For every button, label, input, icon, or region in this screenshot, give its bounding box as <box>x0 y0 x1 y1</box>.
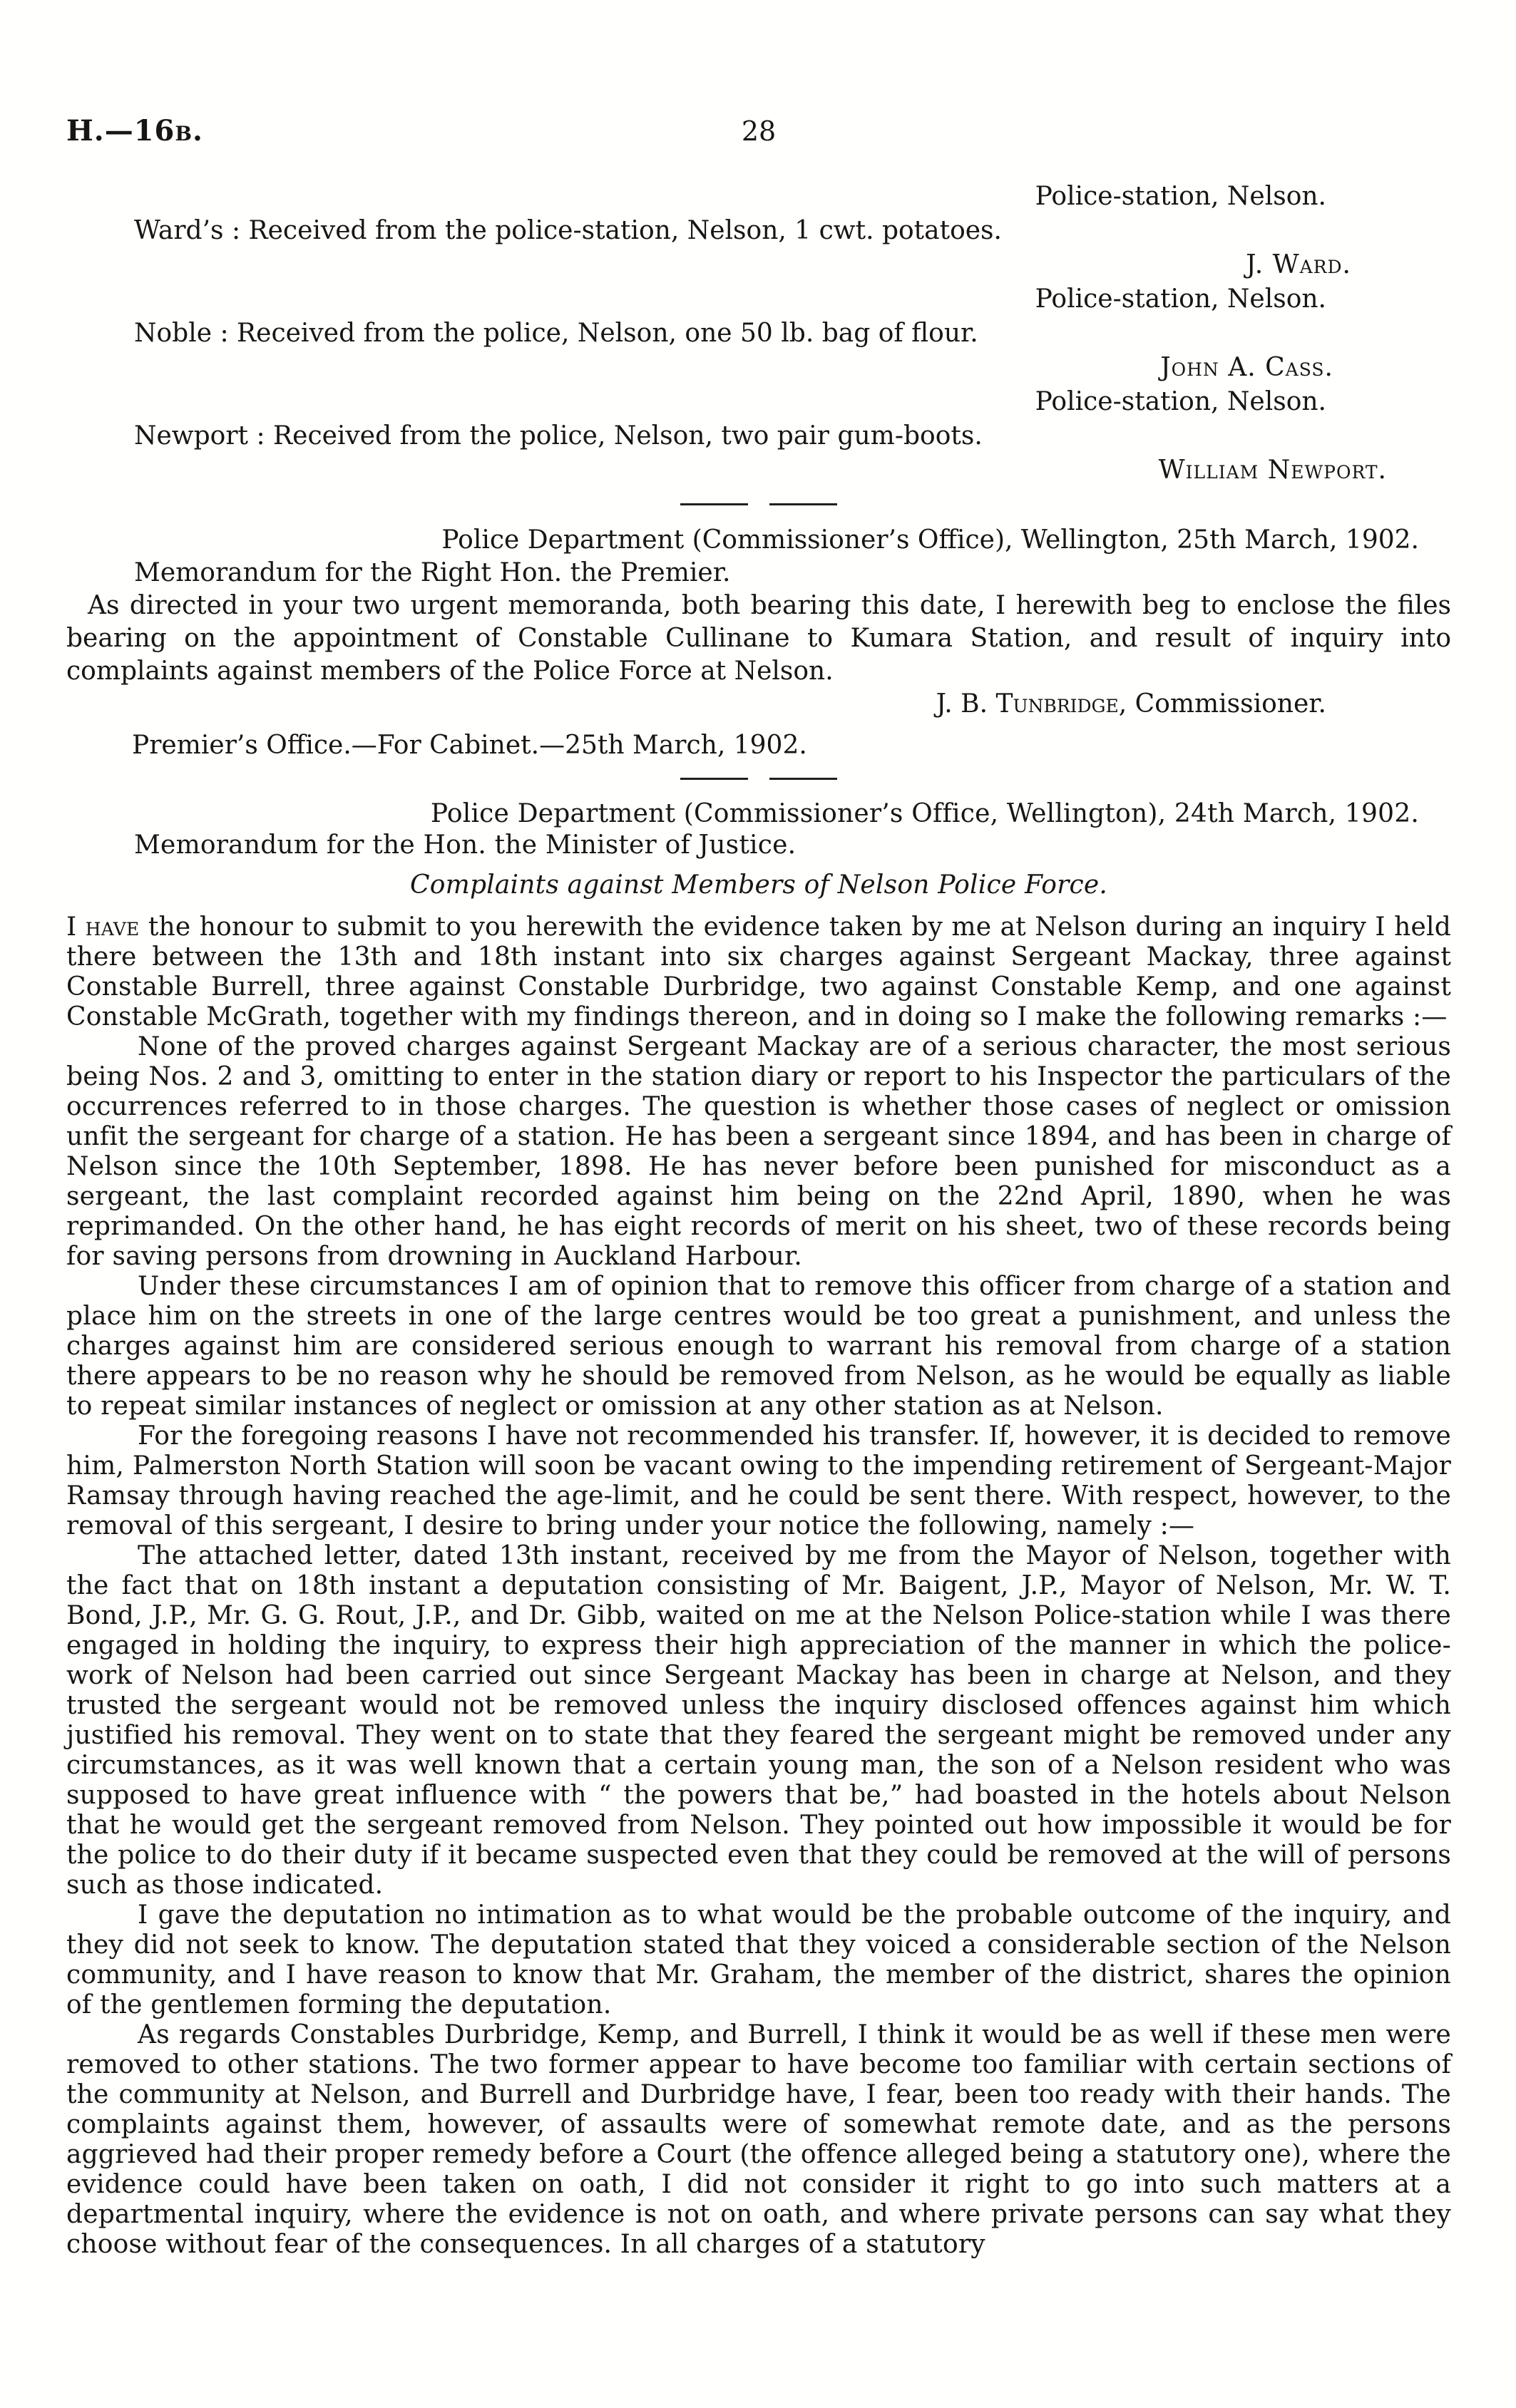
section-divider <box>66 778 1451 780</box>
opening-smallcaps: have <box>85 912 140 942</box>
receipt-entry <box>66 385 1451 488</box>
receipt-station: Police-station, Nelson. <box>1035 284 1326 314</box>
receipt-list <box>66 180 1451 488</box>
memo-dateline: Police Department (Commissioner’s Office), Wellington, 25th March, 1902. <box>441 525 1419 555</box>
receipt-entry <box>66 282 1451 385</box>
memo-paragraph: Under these circumstances I am of opinion that to remove this officer from charge of a station and place him on the streets in one of the large centres would be too great a punishment, and unless the charges against him are considered serious enough to warrant his removal from charge of a station there appears to be no reason why he should be removed from Nelson, as he would be equally as liable to repeat similar instances of neglect or omission at any other station as at Nelson. <box>66 1272 1451 1421</box>
memo-paragraph: I gave the deputation no intimation as to what would be the probable outcome of the inquiry, and they did not seek to know. The deputation stated that they voiced a considerable section of the Nelson community, and I have reason to know that Mr. Graham, the member of the district, shares the opinion of the gentlemen forming the deputation. <box>66 1900 1451 2019</box>
receipt-station: Police-station, Nelson. <box>1035 182 1326 211</box>
receipt-station: Police-station, Nelson. <box>1035 387 1326 416</box>
memo-dateline: Police Department (Commissioner’s Office, Wellington), 24th March, 1902. <box>430 799 1419 828</box>
receipt-entry <box>66 180 1451 282</box>
memo-paragraph: For the foregoing reasons I have not recommended his transfer. If, however, it is decided to remove him, Palmerston North Station will soon be vacant owing to the impending retirement of Sergeant-Major Ramsay through having reached the age-limit, and he could be sent there. With respect, however, to the removal of this sergeant, I desire to bring under your notice the following, namely :— <box>66 1421 1451 1540</box>
opening-rest: the honour to submit to you herewith the evidence taken by me at Nelson during an inquiry I held there between the 13th and 18th instant into six charges against Sergeant Mackay, three against Constable Burrell, three against Constable Durbridge, two against Constable Kemp, and one against Constable McGrath, together with my findings thereon, and in doing so I make the following remarks :— <box>66 912 1451 1031</box>
memo-salutation: Memorandum for the Hon. the Minister of Justice. <box>134 830 797 860</box>
signature-role: , Commissioner. <box>1118 689 1326 719</box>
page-content <box>66 114 1451 2260</box>
receipt-signature: J. Ward. <box>1246 250 1351 279</box>
memo-paragraph <box>66 912 1451 1032</box>
memo-signature <box>66 688 1451 721</box>
memo-subject: Complaints against Members of Nelson Police Force. <box>409 870 1107 900</box>
doc-reference: H.—16b. <box>66 114 203 148</box>
section-divider <box>66 503 1451 505</box>
memo-paragraph: None of the proved charges against Sergeant Mackay are of a serious character, the most serious being Nos. 2 and 3, omitting to enter in the station diary or report to his Inspector the particulars of the occurrences referred to in those charges. The question is whether those cases of neglect or omission unfit the sergeant for charge of a station. He has been a sergeant since 1894, and has been in charge of Nelson since the 10th September, 1898. He has never before been punished for misconduct as a sergeant, the last complaint recorded against him being on the 22nd April, 1890, when he was reprimanded. On the other hand, he has eight records of merit on his sheet, two of these records being for saving persons from drowning in Auckland Harbour. <box>66 1032 1451 1271</box>
memo-paragraph: As regards Constables Durbridge, Kemp, and Burrell, I think it would be as well if these men were removed to other stations. The two former appear to have become too familiar with certain sections of the community at Nelson, and Burrell and Durbridge have, I fear, been too ready with their hands. The complaints against them, however, of assaults were of somewhat remote date, and as the persons aggrieved had their proper remedy before a Court (the offence alleged being a statutory one), where the evidence could have been taken on oath, I did not consider it right to go into such matters at a departmental inquiry, where the evidence is not on oath, and where private persons can say what they choose without fear of the consequences. In all charges of a statutory <box>66 2020 1451 2259</box>
memo-body: As directed in your two urgent memoranda, both bearing this date, I herewith beg to enclose the files bearing on the appointment of Constable Cullinane to Kumara Station, and result of inquiry into complaints against members of the Police Force at Nelson. <box>66 591 1451 686</box>
memo-premier <box>66 524 1451 762</box>
receipt-signature: John A. Cass. <box>1160 353 1333 382</box>
page-number: 28 <box>741 115 777 147</box>
memo-paragraph: The attached letter, dated 13th instant, received by me from the Mayor of Nelson, together with the fact that on 18th instant a deputation consisting of Mr. Baigent, J.P., Mayor of Nelson, Mr. W. T. Bond, J.P., Mr. G. G. Rout, J.P., and Dr. Gibb, waited on me at the Nelson Police-station while I was there engaged in holding the inquiry, to express their high appreciation of the manner in which the police-work of Nelson had been carried out since Sergeant Mackay has been in charge at Nelson, and they trusted the sergeant would not be removed unless the inquiry disclosed offences against him which justified his removal. They went on to state that they feared the sergeant might be removed under any circumstances, as it was well known that a certain young man, the son of a Nelson resident who was supposed to have great influence with “ the powers that be,” had boasted in the hotels about Nelson that he would get the sergeant removed from Nelson. They pointed out how impossible it would be for the police to do their duty if it became suspected even that they could be removed at the will of persons such as those indicated. <box>66 1541 1451 1900</box>
opening-word: I <box>66 912 77 942</box>
receipt-body: Noble : Received from the police, Nelson, one 50 lb. bag of flour. <box>134 319 978 348</box>
cabinet-note: Premier’s Office.—For Cabinet.—25th March, 1902. <box>132 731 807 760</box>
receipt-signature: William Newport. <box>1158 456 1387 485</box>
running-header <box>66 114 1451 148</box>
signature-name: J. B. Tunbridge <box>936 689 1119 719</box>
receipt-body: Newport : Received from the police, Nelson, two pair gum-boots. <box>134 421 983 451</box>
memo-justice <box>66 798 1451 2260</box>
receipt-body: Ward’s : Received from the police-station, Nelson, 1 cwt. potatoes. <box>134 216 1002 245</box>
memo-salutation: Memorandum for the Right Hon. the Premier. <box>134 558 731 587</box>
